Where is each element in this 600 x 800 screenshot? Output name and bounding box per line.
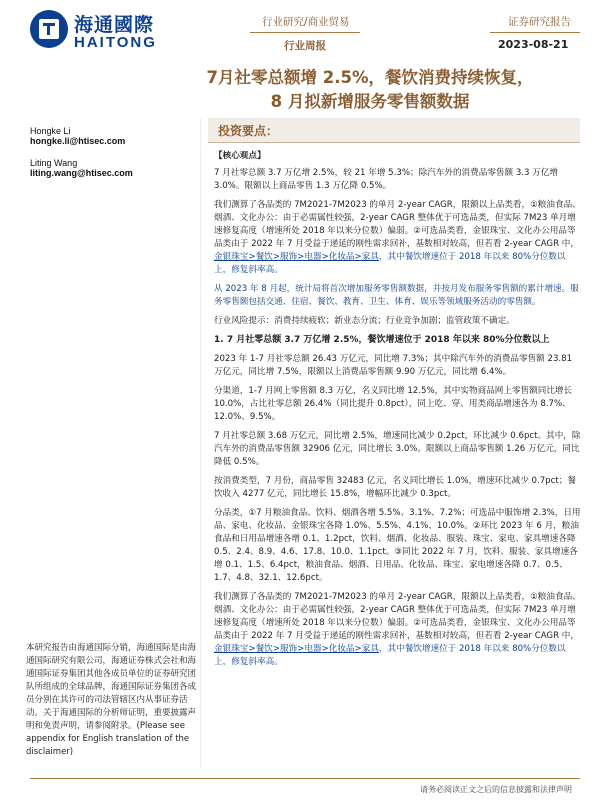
para-category: 分品类，①7 月粮油食品、饮料、烟酒各增 5.5%、3.1%、7.2%；可选品中服饰增 2.3%，日用品、家电、化妆品、金银珠宝各降 1.0%、5.5%、4.1%、10.0%。②环比 2023 年 6 月，粮油食品和日用品增速各增 0.1、1.2pct，饮料、烟酒、化妆品、服装、珠宝、家电、家具增速各降 0.5、2.4、8.9、4.6、17.8、10.0、1.1pct。③同比 2022 年 7 月，饮料、服装、家具增速各增 0.1、1.5、6.4pct，粮油食品、烟酒、日用品、化妆品、珠宝、家电增速各降 0.7、0.5、1.7、4.8、32.1、12.6pct。 xyxy=(214,508,581,583)
para-consumption-type: 按消费类型，7 月份，商品零售 32483 亿元，名义同比增长 1.0%，增速环比减少 0.7pct；餐饮收入 4277 亿元，同比增长 15.8%，增幅环比减少 0.3pct。 xyxy=(214,476,576,499)
para-cagr-analysis-repeat xyxy=(214,591,582,669)
header-category: 行业研究/商业贸易 xyxy=(262,16,350,28)
logo-en-text: HAITONG xyxy=(74,34,157,51)
footer-note: 请务必阅读正文之后的信息披露和法律声明 xyxy=(420,785,572,794)
footer-divider xyxy=(30,778,580,779)
header-divider-right xyxy=(490,32,580,33)
para-cagr-text-c: ，其中餐饮增速位于 2018 年以来 80%分位数以上，修复斜率高。 xyxy=(214,252,566,275)
analyst-2-email[interactable]: liting.wang@htisec.com xyxy=(30,168,133,178)
report-body xyxy=(214,150,582,669)
analyst-2 xyxy=(30,158,133,178)
header-date: 2023-08-21 xyxy=(498,38,569,51)
header-report-type: 行业周报 xyxy=(284,40,326,52)
para-channel: 分渠道，1-7 月网上零售额 8.3 万亿，名义同比增 12.5%，其中实物商品网上零售额同比增长 10.0%，占比社零总额 26.4%（同比提升 0.8pct），同上吃、穿、用类商品增速各为 8.7%、12.0%、9.5%。 xyxy=(214,386,573,422)
para-cagr-repeat-ranking: 金银珠宝>餐饮>服饰>电器>化妆品>家具 xyxy=(214,644,379,654)
para-risk: 行业风险提示：消费持续疲软；新业态分流；行业竞争加剧；监管政策不确定。 xyxy=(214,316,515,326)
title-line-2: 8 月拟新增服务零售额数据 xyxy=(270,92,470,111)
analyst-1-name: Hongke Li xyxy=(30,126,71,136)
para-service-retail: 从 2023 年 8 月起，统计局将首次增加服务零售额数据，并按月发布服务零售额的累计增速。服务零售额包括交通、住宿、餐饮、教育、卫生、体育、娱乐等领域服务活动的零售额。 xyxy=(214,284,579,307)
header-tag: 证券研究报告 xyxy=(508,16,571,28)
logo-cn-text: 海通國際 xyxy=(74,14,155,36)
analyst-2-name: Liting Wang xyxy=(30,158,78,168)
para-ytd-retail: 2023 年 1-7 月社零总额 26.43 万亿元，同比增 7.3%；其中除汽车外的消费品零售额 23.81 万亿元，同比增 7.5%，限额以上消费品零售额 9.90 万亿元，同比增 6.4%。 xyxy=(214,354,573,377)
disclaimer: 本研究报告由海通国际分销，海通国际是由海通国际研究有限公司，海通证券株式会社和海通国际证券集团其他各成员单位的证券研究团队所组成的全球品牌，海通国际证券集团各成员分别在其许可的司法管辖区内从事证券活动。关于海通国际的分析师证明，重要披露声明和免责声明，请参阅附录。(Please see appendix for English translation of the disclaimer) xyxy=(26,643,197,757)
page-header xyxy=(0,0,600,62)
para-cagr-text-a: 我们测算了各品类的 7M2021-7M2023 的单月 2-year CAGR，限额以上品类看，①粮油食品、烟酒、文化办公：由于必需属性较强，2-year CAGR 整体优于可选品类，但实际 7M23 单月增速修复高度（增速所处 2018 年以来分位数）偏弱。②可选品类看，金银珠宝、文化办公用品等品类由于 2022 年 7 月受益于递延的刚性需求回补，基数相对较高，但若看 2-year CAGR 中， xyxy=(214,200,581,249)
analyst-1-email[interactable]: hongke.li@htisec.com xyxy=(30,136,126,146)
analyst-1 xyxy=(30,126,125,146)
core-view-label: 【核心观点】 xyxy=(214,151,266,161)
para-july-retail: 7 月社零总额 3.68 万亿元，同比增 2.5%，增速同比减少 0.2pct，环比减少 0.6pct。其中，除汽车外的消费品零售额 32906 亿元，同比增长 3.0%。限额以上商品零售额 1.26 万亿元，同比降低 0.5%。 xyxy=(214,431,581,467)
para-cagr-ranking: 金银珠宝>餐饮>服饰>电器>化妆品>家具 xyxy=(214,252,379,262)
section-1-title: 1. 7 月社零总额 3.7 万亿增 2.5%，餐饮增速位于 2018 年以来 80%分位数以上 xyxy=(214,335,550,345)
haitong-logo-icon xyxy=(30,10,68,48)
title-line-1: 7月社零总额增 2.5%，餐饮消费持续恢复， xyxy=(206,68,534,87)
para-cagr-repeat-c: ，其中餐饮增速位于 2018 年以来 80%分位数以上，修复斜率高。 xyxy=(214,644,566,667)
para-cagr-analysis xyxy=(214,199,582,277)
report-title xyxy=(150,66,590,114)
para-core-summary: 7 月社零总额 3.7 万亿增 2.5%，较 21 年增 5.3%；除汽车外的消费品零售额 3.3 万亿增 3.0%。限额以上商品零售 1.3 万亿降 0.5%。 xyxy=(214,168,559,191)
key-points-header xyxy=(208,118,580,143)
header-divider xyxy=(250,32,360,33)
haitong-logo xyxy=(30,6,160,58)
key-points-label: 投资要点： xyxy=(218,124,279,138)
para-cagr-repeat-a: 我们测算了各品类的 7M2021-7M2023 的单月 2-year CAGR，限额以上品类看，①粮油食品、烟酒、文化办公：由于必需属性较强，2-year CAGR 整体优于可选品类，但实际 7M23 单月增速修复高度（增速所处 2018 年以来分位数）偏弱。②可选品类看，金银珠宝、文化办公用品等品类由于 2022 年 7 月受益于递延的刚性需求回补，基数相对较高，但若看 2-year CAGR 中， xyxy=(214,592,581,641)
column-divider xyxy=(200,118,201,768)
